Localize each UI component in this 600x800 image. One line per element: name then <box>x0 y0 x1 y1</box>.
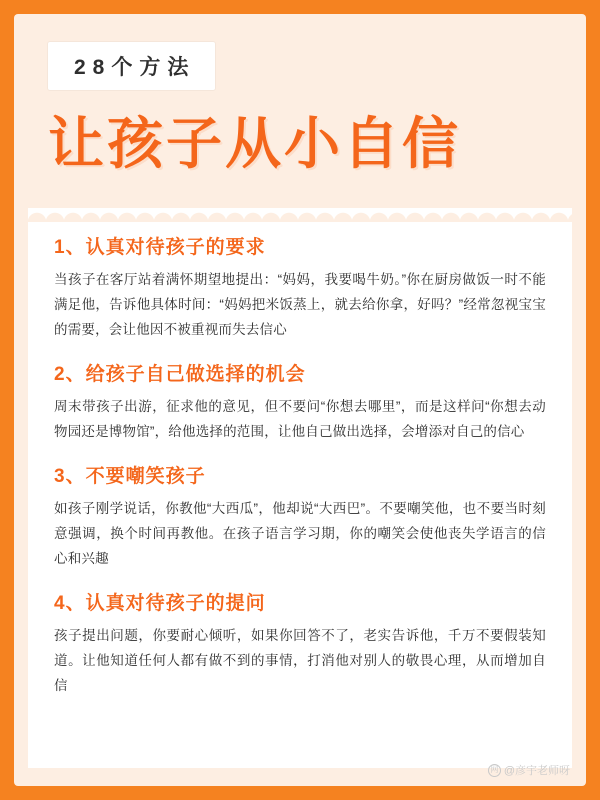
content-card <box>28 222 572 768</box>
item-body: 孩子提出问题，你要耐心倾听，如果你回答不了，老实告诉他，千万不要假装知道。让他知道任何人都有做不到的事情，打消他对别人的敬畏心理，从而增加自信 <box>54 628 546 694</box>
watermark <box>488 762 570 778</box>
item-body: 当孩子在客厅站着满怀期望地提出：“妈妈，我要喝牛奶。”你在厨房做饭一时不能满足他，告诉他具体时间：“妈妈把米饭蒸上，就去给你拿，好吗？”经常忽视宝宝的需要，会让他因不被重视而失去信心 <box>54 272 546 338</box>
watermark-logo-icon: 网 <box>488 764 501 777</box>
item-title: 2、给孩子自己做选择的机会 <box>54 364 306 386</box>
watermark-label: @彦宇老师呀 <box>503 765 570 777</box>
page-title: 让孩子从小自信 <box>48 112 461 175</box>
poster-header <box>14 14 586 182</box>
item-body: 如孩子刚学说话，你教他“大西瓜”，他却说“大西巴”。不要嘲笑他，也不要当时刻意强调，换个时间再教他。在孩子语言学习期，你的嘲笑会使他丧失学语言的信心和兴趣 <box>54 501 546 567</box>
item-title: 4、认真对待孩子的提问 <box>54 593 266 615</box>
badge-label: 28个方法 <box>48 42 215 90</box>
item-title: 3、不要嘲笑孩子 <box>54 466 206 488</box>
poster-inner <box>14 14 586 786</box>
content-card-wrapper <box>28 208 572 768</box>
list-item <box>54 461 546 572</box>
scallop-decoration <box>28 208 572 222</box>
list-item <box>54 588 546 699</box>
item-body: 周末带孩子出游，征求他的意见，但不要问“你想去哪里”，而是这样问“你想去动物园还是博物馆”，给他选择的范围，让他自己做出选择，会增添对自己的信心 <box>54 399 546 440</box>
list-item <box>54 232 546 343</box>
item-title: 1、认真对待孩子的要求 <box>54 237 266 259</box>
list-item <box>54 359 546 445</box>
